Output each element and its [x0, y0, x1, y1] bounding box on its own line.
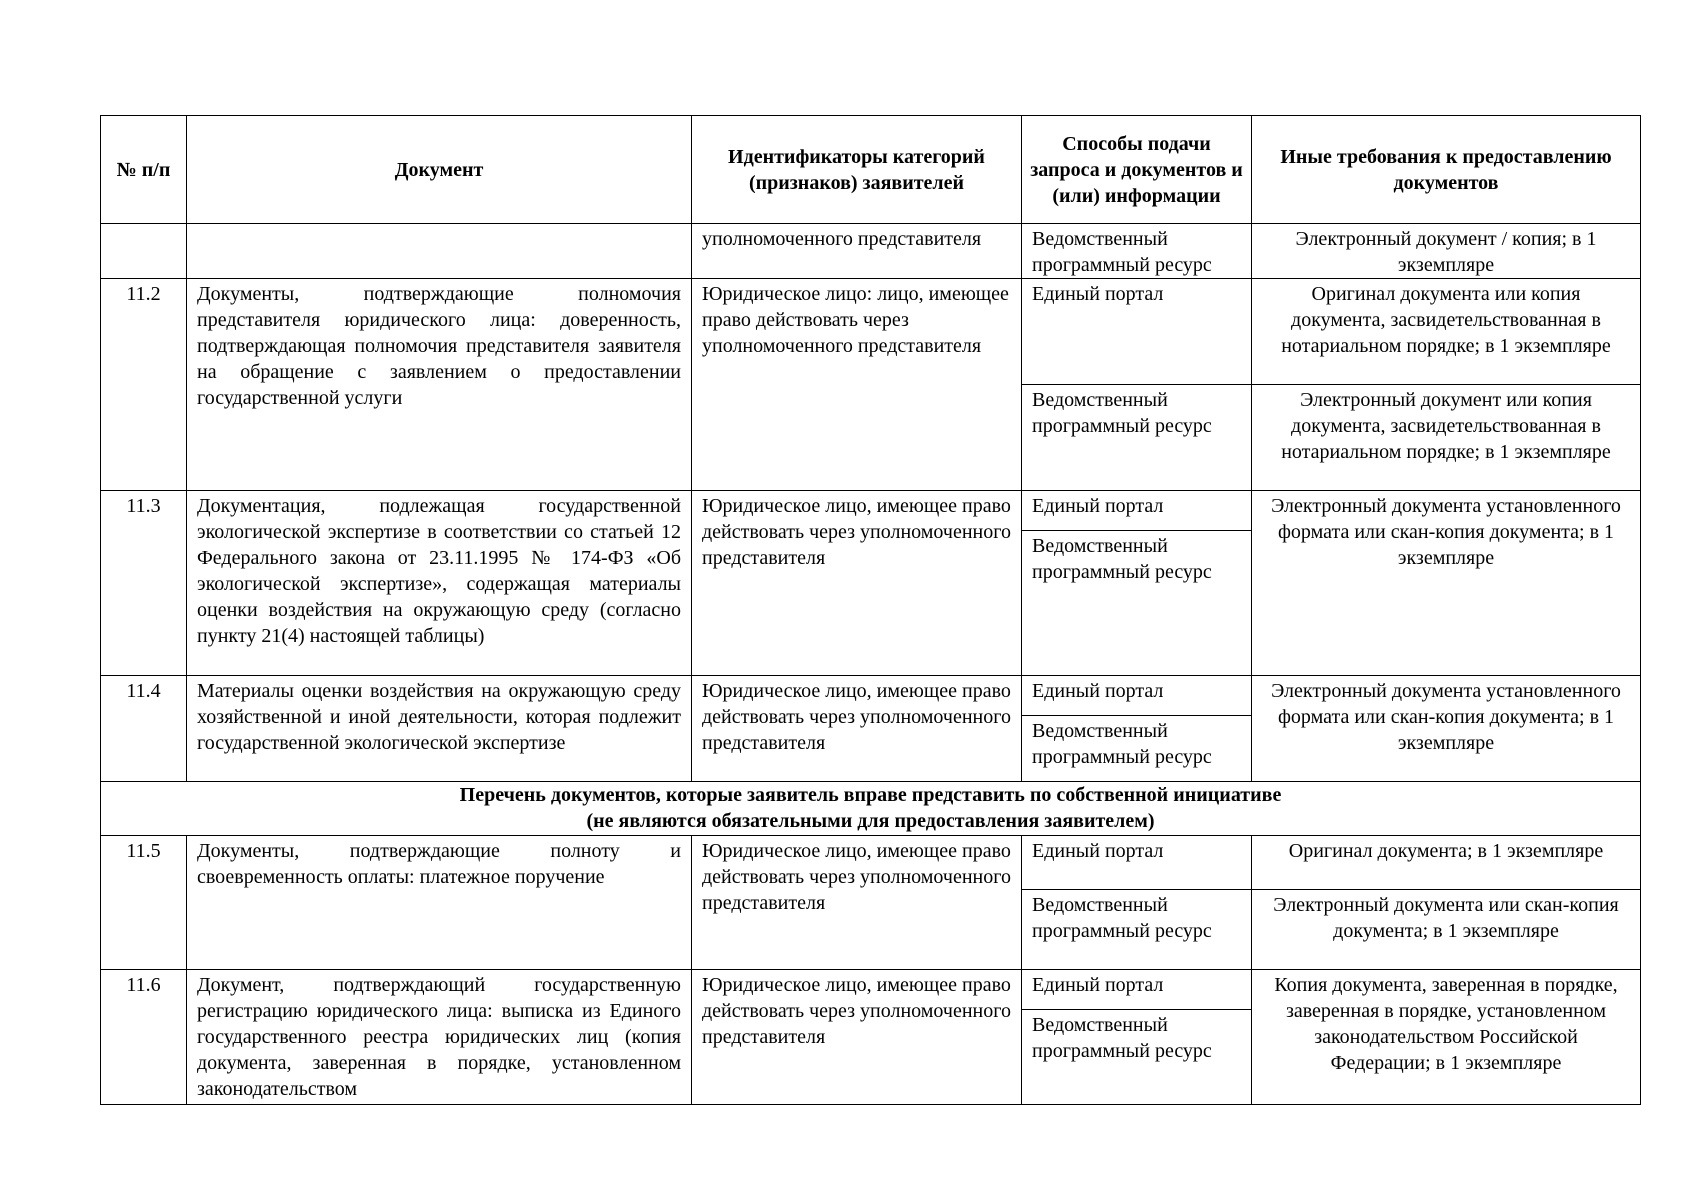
row-document: Документы, подтверждающие полноту и своевременность оплаты: платежное поручение — [187, 836, 692, 970]
row-identifiers: Юридическое лицо, имеющее право действовать через уполномоченного представителя — [692, 676, 1022, 782]
row-document: Документ, подтверждающий государственную регистрацию юридического лица: выписка из Единого государственного реестра юридических лиц (копия документа, заверенная в порядке, установленном законодательством — [187, 970, 692, 1105]
row-identifiers: Юридическое лицо, имеющее право действовать через уполномоченного представителя — [692, 970, 1022, 1105]
table-row — [101, 676, 1641, 716]
row-method: Единый портал — [1022, 279, 1252, 385]
row-method: Единый портал — [1022, 676, 1252, 716]
row-identifiers: Юридическое лицо, имеющее право действовать через уполномоченного представителя — [692, 491, 1022, 676]
table-row — [101, 836, 1641, 890]
row-requirement: Электронный документа установленного формата или скан-копия документа; в 1 экземпляре — [1252, 491, 1641, 676]
row-requirement: Копия документа, заверенная в порядке, заверенная в порядке, установленном законодательством Российской Федерации; в 1 экземпляре — [1252, 970, 1641, 1105]
row-method: Единый портал — [1022, 970, 1252, 1010]
row-num: 11.2 — [101, 279, 187, 491]
row-method: Ведомственный программный ресурс — [1022, 716, 1252, 782]
row-num: 11.5 — [101, 836, 187, 970]
row-method: Ведомственный программный ресурс — [1022, 1010, 1252, 1105]
row-method: Ведомственный программный ресурс — [1022, 890, 1252, 970]
row-method: Единый портал — [1022, 491, 1252, 531]
table-row — [101, 491, 1641, 531]
row-document: Документы, подтверждающие полномочия представителя юридического лица: доверенность, подтверждающая полномочия представителя заявителя на обращение с заявлением о предоставлении государственной услуги — [187, 279, 692, 491]
row-method: Ведомственный программный ресурс — [1022, 224, 1252, 279]
section-heading-line2: (не являются обязательными для предоставления заявителем) — [586, 810, 1155, 832]
section-heading — [101, 782, 1641, 836]
header-requirements: Иные требования к предоставлению документов — [1252, 116, 1641, 224]
row-requirement: Электронный документ или копия документа, засвидетельствованная в нотариальном порядке; в 1 экземпляре — [1252, 385, 1641, 491]
row-num: 11.3 — [101, 491, 187, 676]
row-num: 11.4 — [101, 676, 187, 782]
row-requirement: Электронный документа установленного формата или скан-копия документа; в 1 экземпляре — [1252, 676, 1641, 782]
row-document — [187, 224, 692, 279]
table-row — [101, 224, 1641, 279]
documents-table — [100, 115, 1641, 1105]
row-requirement: Электронный документа или скан-копия документа; в 1 экземпляре — [1252, 890, 1641, 970]
row-num: 11.6 — [101, 970, 187, 1105]
row-document: Материалы оценки воздействия на окружающую среду хозяйственной и иной деятельности, которая подлежит государственной экологической экспертизе — [187, 676, 692, 782]
row-requirement: Электронный документ / копия; в 1 экземпляре — [1252, 224, 1641, 279]
row-method: Ведомственный программный ресурс — [1022, 385, 1252, 491]
row-method: Ведомственный программный ресурс — [1022, 531, 1252, 676]
header-document: Документ — [187, 116, 692, 224]
row-method: Единый портал — [1022, 836, 1252, 890]
section-heading-line1: Перечень документов, которые заявитель вправе представить по собственной инициативе — [459, 784, 1282, 806]
row-identifiers: уполномоченного представителя — [692, 224, 1022, 279]
row-document: Документация, подлежащая государственной экологической экспертизе в соответствии со статьей 12 Федерального закона от 23.11.1995 № 174-ФЗ «Об экологической экспертизе», содержащая материалы оценки воздействия на окружающую среду (согласно пункту 21(4) настоящей таблицы) — [187, 491, 692, 676]
row-identifiers: Юридическое лицо: лицо, имеющее право действовать через уполномоченного представителя — [692, 279, 1022, 491]
table-header-row — [101, 116, 1641, 224]
table-row — [101, 970, 1641, 1010]
row-num — [101, 224, 187, 279]
row-requirement: Оригинал документа; в 1 экземпляре — [1252, 836, 1641, 890]
header-identifiers: Идентификаторы категорий (признаков) заявителей — [692, 116, 1022, 224]
row-requirement: Оригинал документа или копия документа, засвидетельствованная в нотариальном порядке; в 1 экземпляре — [1252, 279, 1641, 385]
table-row — [101, 279, 1641, 385]
header-methods: Способы подачи запроса и документов и (или) информации — [1022, 116, 1252, 224]
section-row — [101, 782, 1641, 836]
header-num: № п/п — [101, 116, 187, 224]
row-identifiers: Юридическое лицо, имеющее право действовать через уполномоченного представителя — [692, 836, 1022, 970]
